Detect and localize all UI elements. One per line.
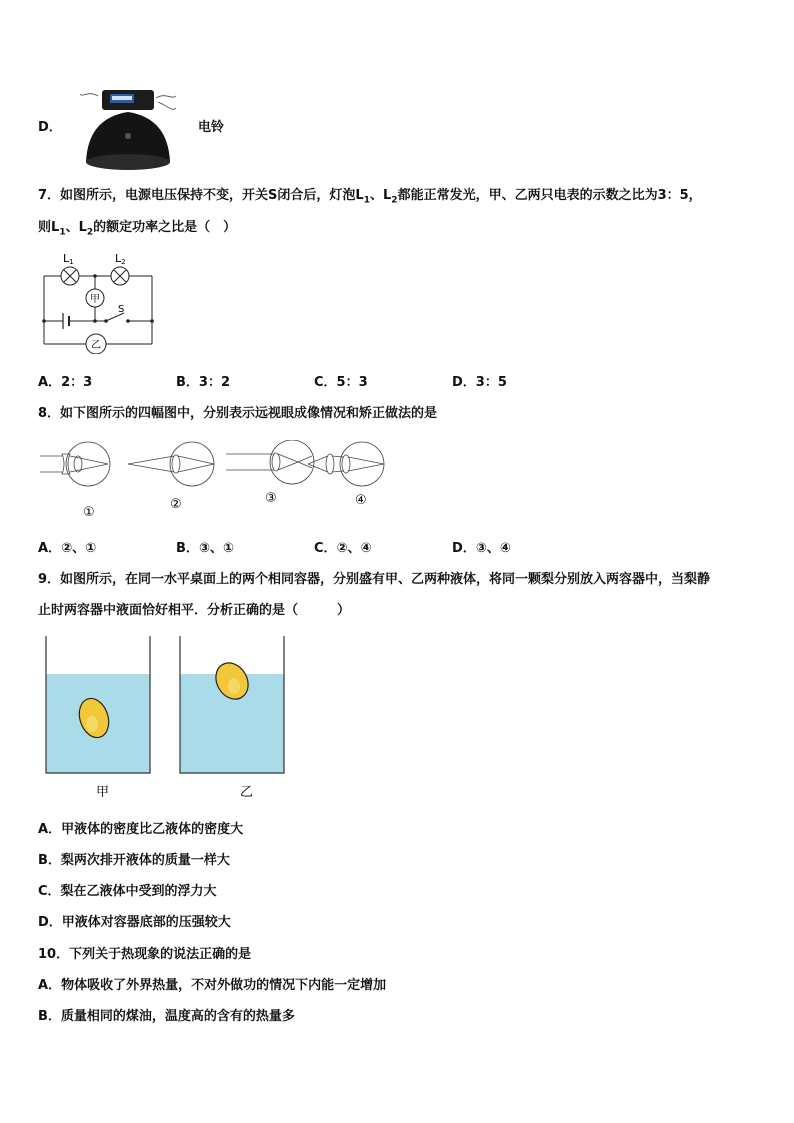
- q7-circuit-diagram: [36, 246, 160, 354]
- q9-containers-figure: [40, 634, 290, 804]
- fig-label-3: ③: [265, 491, 277, 506]
- q6-option-d-label: D．: [38, 120, 62, 135]
- meter-yi-label: 乙: [91, 340, 101, 351]
- q7-stem-line1: 7．如图所示，电源电压保持不变，开关S闭合后，灯泡$L_1$、$L_2$都能正常发光，甲、乙两只电表的示数之比为3：5，: [38, 188, 702, 206]
- fig-label-4: ④: [355, 493, 367, 508]
- q8-option-c[interactable]: C．②、④: [314, 541, 372, 556]
- q10-option-b[interactable]: B．质量相同的煤油，温度高的含有的热量多: [38, 1009, 295, 1024]
- q9-stem-line1: 9．如图所示，在同一水平桌面上的两个相同容器，分别盛有甲、乙两种液体，将同一颗梨分别放入两容器中，当梨静: [38, 572, 711, 587]
- q8-option-b[interactable]: B．③、①: [176, 541, 234, 556]
- q7-option-d[interactable]: D．3：5: [452, 375, 507, 390]
- q9-option-b[interactable]: B．梨两次排开液体的质量一样大: [38, 853, 230, 868]
- electric-bell-image: [78, 84, 178, 176]
- q7-option-c[interactable]: C．5：3: [314, 375, 368, 390]
- q9-option-a[interactable]: A．甲液体的密度比乙液体的密度大: [38, 822, 244, 837]
- q7-option-a[interactable]: A．2：3: [38, 375, 93, 390]
- q6-option-d-text: 电铃: [198, 120, 225, 135]
- q7-option-b[interactable]: B．3：2: [176, 375, 231, 390]
- container-jia-label: 甲: [96, 785, 110, 800]
- lamp-l2-label: L2: [115, 252, 126, 266]
- fig-label-1: ①: [83, 505, 95, 520]
- lamp-l1-label: L1: [63, 252, 74, 266]
- q8-option-d[interactable]: D．③、④: [452, 541, 511, 556]
- q8-option-a[interactable]: A．②、①: [38, 541, 97, 556]
- meter-jia-label: 甲: [90, 294, 100, 305]
- q7-stem-line2: 则$L_1$、$L_2$的额定功率之比是（ ）: [38, 220, 237, 238]
- q9-option-d[interactable]: D．甲液体对容器底部的压强较大: [38, 915, 231, 930]
- container-yi-label: 乙: [240, 785, 254, 800]
- switch-s-label: S: [118, 304, 125, 315]
- fig-label-2: ②: [170, 497, 182, 512]
- q9-stem-line2: 止时两容器中液面恰好相平．分析正确的是（ ）: [38, 603, 351, 618]
- q8-eye-diagrams: [36, 440, 396, 522]
- q10-option-a[interactable]: A．物体吸收了外界热量，不对外做功的情况下内能一定增加: [38, 978, 387, 993]
- q9-option-c[interactable]: C．梨在乙液体中受到的浮力大: [38, 884, 217, 899]
- q10-stem: 10．下列关于热现象的说法正确的是: [38, 947, 252, 962]
- q8-stem: 8．如下图所示的四幅图中，分别表示远视眼成像情况和矫正做法的是: [38, 406, 438, 421]
